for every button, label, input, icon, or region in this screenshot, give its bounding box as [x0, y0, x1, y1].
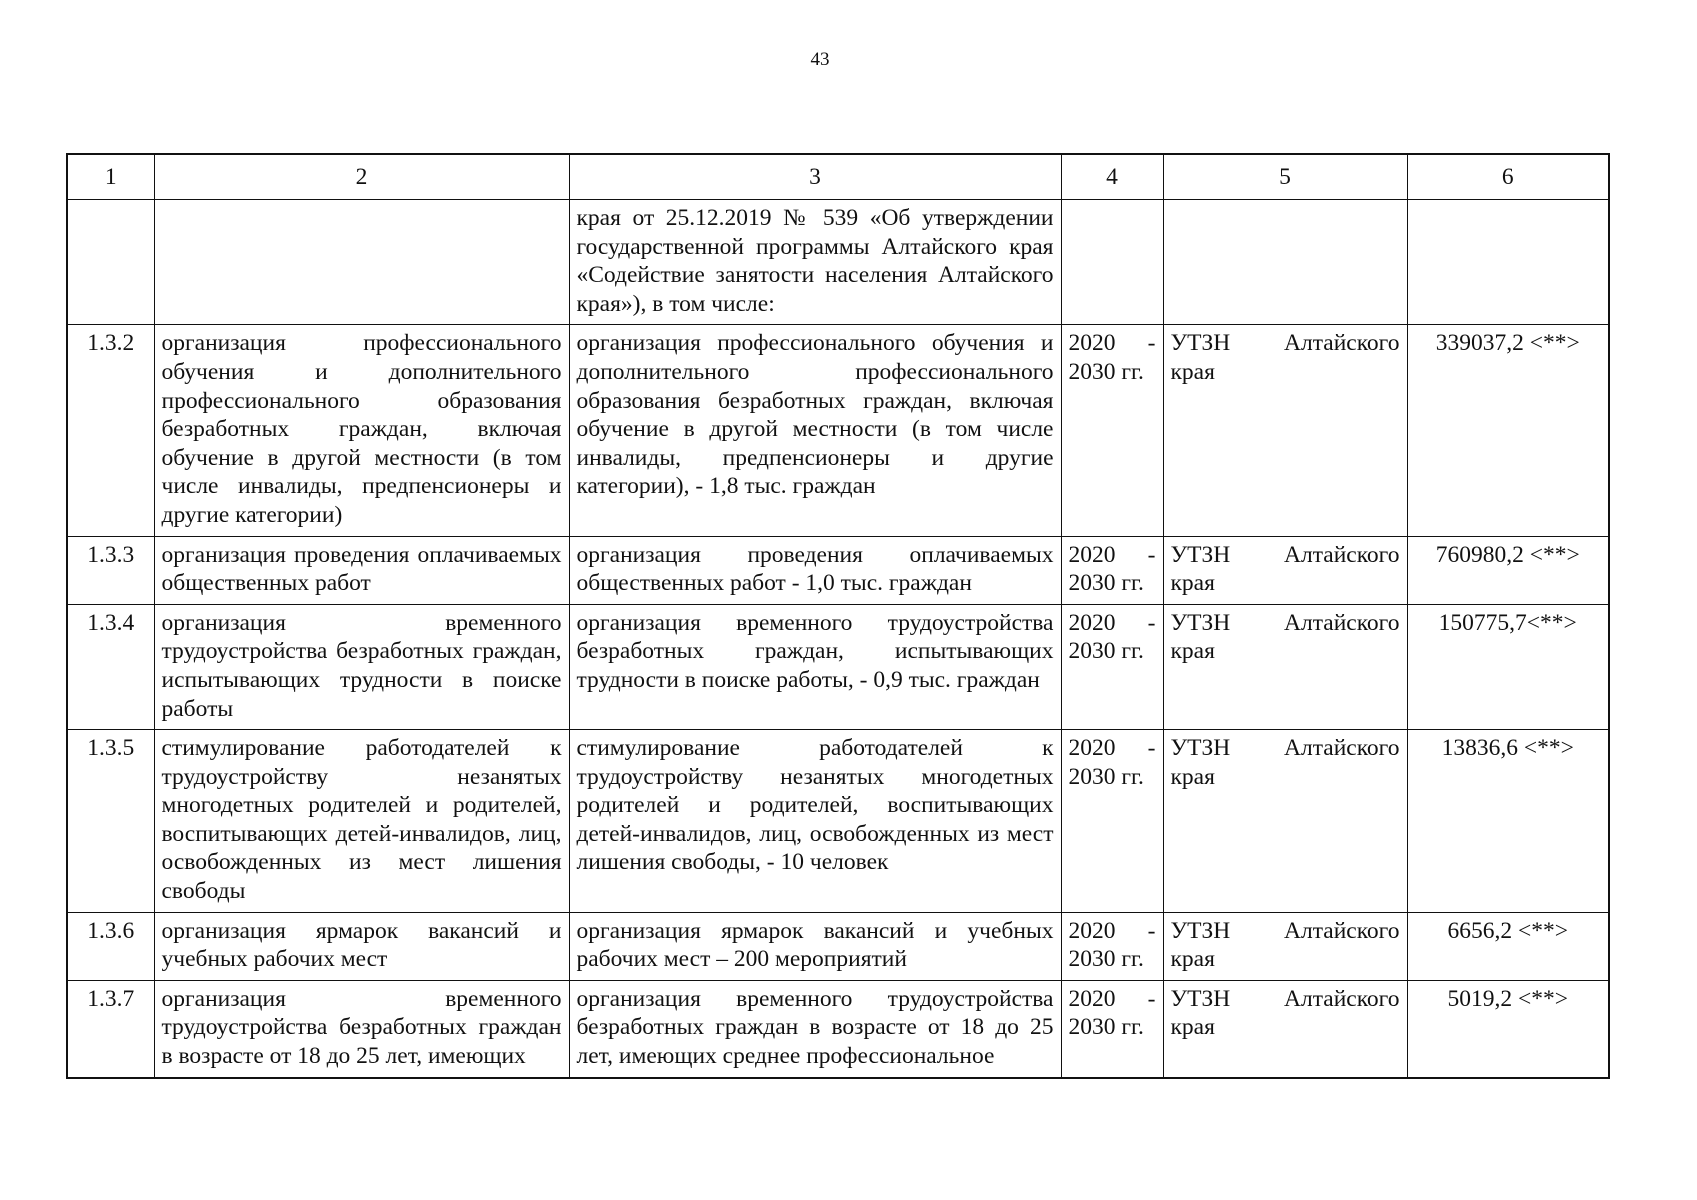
table-row	[67, 730, 1609, 913]
table-row	[67, 912, 1609, 980]
header-row	[67, 154, 1609, 200]
executor-region-tail: края	[1170, 358, 1215, 385]
executor-cell	[1163, 912, 1407, 980]
executor-line	[1171, 541, 1400, 570]
period-start-year: 2020	[1068, 609, 1116, 636]
funding-cell: 5019,2 <**>	[1407, 980, 1609, 1077]
measure-cell: стимулирование работодателей к трудоустройству незанятых многодетных родителей и родителей, воспитывающих детей-инвалидов, лиц, освобожденных из мест лишения свободы	[154, 730, 569, 913]
executor-abbr: УТЗН	[1170, 330, 1231, 357]
executor-cell	[1163, 604, 1407, 729]
funding-cell: 339037,2 <**>	[1407, 325, 1609, 536]
executor-cell	[1163, 980, 1407, 1077]
measure-cell: организация временного трудоустройства безработных граждан в возрасте от 18 до 25 лет, имеющих	[154, 980, 569, 1077]
period-end: 2030 гг.	[1068, 946, 1144, 973]
period-cell	[1061, 200, 1163, 325]
item-number: 1.3.7	[67, 980, 154, 1077]
executor-line	[1171, 329, 1400, 358]
period-cell	[1061, 980, 1163, 1077]
executor-region: Алтайского	[1284, 917, 1400, 944]
executor-region-tail: края	[1170, 570, 1215, 597]
period-start	[1069, 917, 1156, 946]
period-dash: -	[1147, 330, 1156, 357]
executor-region: Алтайского	[1284, 609, 1400, 636]
period-start	[1069, 734, 1156, 763]
executor-cell	[1163, 325, 1407, 536]
table-row	[67, 536, 1609, 604]
executor-region: Алтайского	[1284, 985, 1400, 1012]
item-number: 1.3.5	[67, 730, 154, 913]
executor-region-tail: края	[1170, 946, 1215, 973]
indicator-cell: организация временного трудоустройства безработных граждан, испытывающих трудности в поиске работы, - 0,9 тыс. граждан	[569, 604, 1061, 729]
period-start	[1069, 609, 1156, 638]
period-dash: -	[1147, 985, 1156, 1012]
indicator-cell: стимулирование работодателей к трудоустройству незанятых многодетных родителей и родителей, воспитывающих детей-инвалидов, лиц, освобожденных из мест лишения свободы, - 10 человек	[569, 730, 1061, 913]
item-number: 1.3.2	[67, 325, 154, 536]
period-end: 2030 гг.	[1068, 638, 1144, 665]
period-start-year: 2020	[1068, 917, 1116, 944]
period-start-year: 2020	[1068, 735, 1116, 762]
measure-cell	[154, 200, 569, 325]
funding-cell: 760980,2 <**>	[1407, 536, 1609, 604]
measure-cell: организация проведения оплачиваемых общественных работ	[154, 536, 569, 604]
executor-region-tail: края	[1170, 638, 1215, 665]
executor-region: Алтайского	[1284, 735, 1400, 762]
funding-cell: 13836,6 <**>	[1407, 730, 1609, 913]
period-cell	[1061, 536, 1163, 604]
executor-cell	[1163, 536, 1407, 604]
measure-cell: организация временного трудоустройства безработных граждан, испытывающих трудности в поиске работы	[154, 604, 569, 729]
executor-abbr: УТЗН	[1170, 917, 1231, 944]
table-row	[67, 200, 1609, 325]
executor-region: Алтайского	[1284, 330, 1400, 357]
period-start	[1069, 329, 1156, 358]
period-end: 2030 гг.	[1068, 1014, 1144, 1041]
indicator-cell: организация временного трудоустройства безработных граждан в возрасте от 18 до 25 лет, имеющих среднее профессиональное	[569, 980, 1061, 1077]
period-start	[1069, 541, 1156, 570]
table-body	[67, 200, 1609, 1078]
column-header: 6	[1407, 154, 1609, 200]
item-number	[67, 200, 154, 325]
period-start-year: 2020	[1068, 985, 1116, 1012]
executor-line	[1171, 985, 1400, 1014]
measure-cell: организация ярмарок вакансий и учебных рабочих мест	[154, 912, 569, 980]
period-start-year: 2020	[1068, 330, 1116, 357]
column-header: 5	[1163, 154, 1407, 200]
indicator-cell: края от 25.12.2019 № 539 «Об утверждении государственной программы Алтайского края «Содействие занятости населения Алтайского края»), в том числе:	[569, 200, 1061, 325]
indicator-cell: организация ярмарок вакансий и учебных рабочих мест – 200 мероприятий	[569, 912, 1061, 980]
executor-abbr: УТЗН	[1170, 609, 1231, 636]
column-header: 1	[67, 154, 154, 200]
item-number: 1.3.4	[67, 604, 154, 729]
table-row	[67, 980, 1609, 1077]
period-cell	[1061, 912, 1163, 980]
executor-line	[1171, 734, 1400, 763]
column-header: 3	[569, 154, 1061, 200]
executor-abbr: УТЗН	[1170, 541, 1231, 568]
program-table	[66, 153, 1610, 1079]
executor-region: Алтайского	[1284, 541, 1400, 568]
page-number: 43	[810, 49, 830, 70]
period-dash: -	[1147, 735, 1156, 762]
period-end: 2030 гг.	[1068, 570, 1144, 597]
column-header: 4	[1061, 154, 1163, 200]
period-dash: -	[1147, 917, 1156, 944]
column-header: 2	[154, 154, 569, 200]
executor-region-tail: края	[1170, 1014, 1215, 1041]
period-cell	[1061, 604, 1163, 729]
indicator-cell: организация профессионального обучения и дополнительного профессионального образования безработных граждан, включая обучение в другой местности (в том числе инвалиды, предпенсионеры и другие категории), - 1,8 тыс. граждан	[569, 325, 1061, 536]
period-start-year: 2020	[1068, 541, 1116, 568]
table-row	[67, 325, 1609, 536]
executor-abbr: УТЗН	[1170, 735, 1231, 762]
period-cell	[1061, 325, 1163, 536]
funding-cell: 6656,2 <**>	[1407, 912, 1609, 980]
executor-abbr: УТЗН	[1170, 985, 1231, 1012]
funding-cell: 150775,7<**>	[1407, 604, 1609, 729]
table-row	[67, 604, 1609, 729]
period-dash: -	[1147, 609, 1156, 636]
measure-cell: организация профессионального обучения и дополнительного профессионального образования безработных граждан, включая обучение в другой местности (в том числе инвалиды, предпенсионеры и другие категории)	[154, 325, 569, 536]
executor-cell	[1163, 730, 1407, 913]
item-number: 1.3.6	[67, 912, 154, 980]
period-end: 2030 гг.	[1068, 358, 1144, 385]
period-end: 2030 гг.	[1068, 763, 1144, 790]
period-start	[1069, 985, 1156, 1014]
period-cell	[1061, 730, 1163, 913]
executor-region-tail: края	[1170, 763, 1215, 790]
executor-line	[1171, 917, 1400, 946]
executor-cell	[1163, 200, 1407, 325]
indicator-cell: организация проведения оплачиваемых общественных работ - 1,0 тыс. граждан	[569, 536, 1061, 604]
period-dash: -	[1147, 541, 1156, 568]
item-number: 1.3.3	[67, 536, 154, 604]
funding-cell	[1407, 200, 1609, 325]
executor-line	[1171, 609, 1400, 638]
